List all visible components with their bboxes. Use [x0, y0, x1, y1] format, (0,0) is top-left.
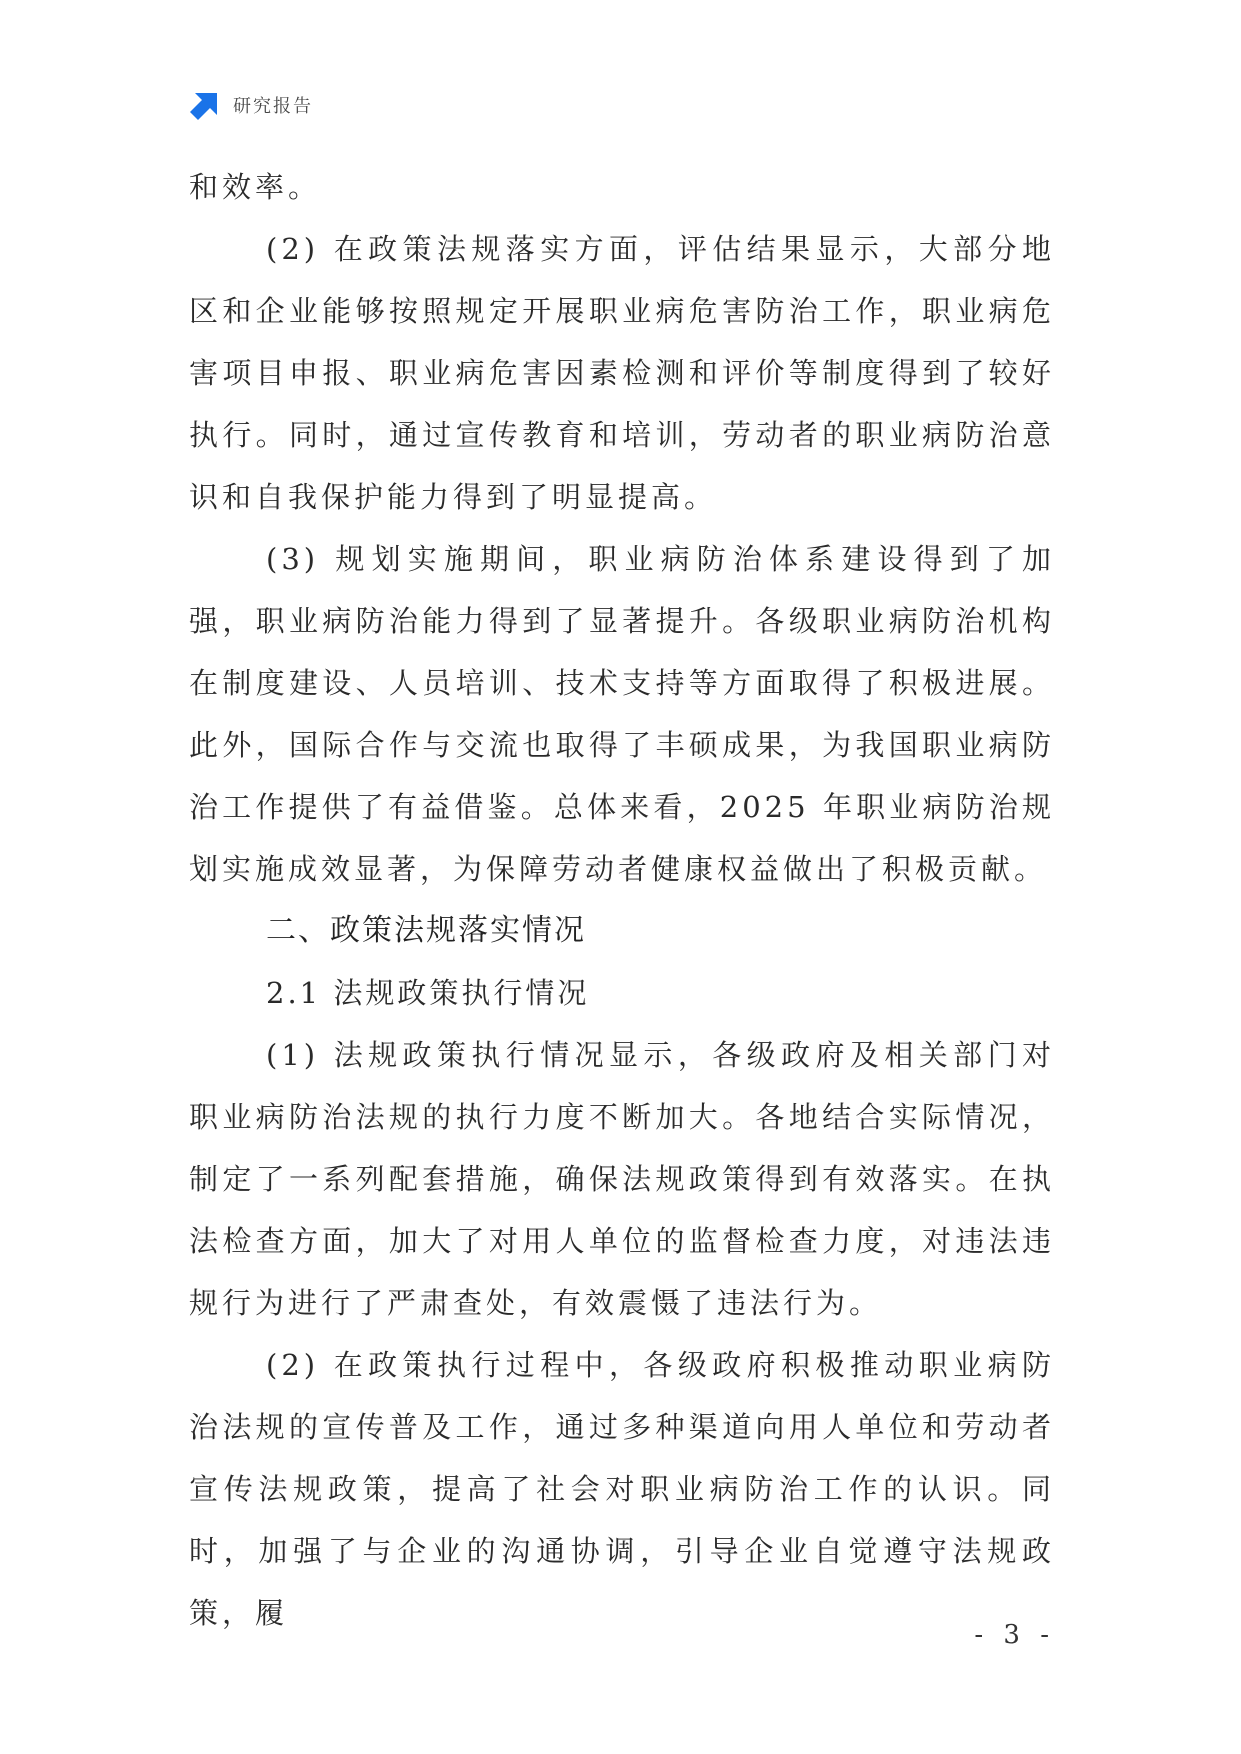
paragraph-continuation: 和效率。	[189, 170, 322, 204]
paragraph-system-construction: (3) 规划实施期间，职业病防治体系建设得到了加强，职业病防治能力得到了显著提升。各级职业病防治机构在制度建设、人员培训、技术支持等方面取得了积极进展。此外，国际合作与交流也取得了丰硕成果，为我国职业病防治工作提供了有益借鉴。总体来看，2025 年职业病防治规划实施成效显著，为保障劳动者健康权益做出了积极贡献。	[189, 542, 1055, 886]
report-header	[189, 88, 313, 122]
arrow-up-right-icon	[189, 89, 221, 121]
paragraph-policy-implementation: (2) 在政策法规落实方面，评估结果显示，大部分地区和企业能够按照规定开展职业病危害防治工作，职业病危害项目申报、职业病危害因素检测和评价等制度得到了较好执行。同时，通过宣传教育和培训，劳动者的职业病防治意识和自我保护能力得到了明显提高。	[189, 232, 1055, 514]
page-number: - 3 -	[974, 1620, 1055, 1650]
section-heading: 二、政策法规落实情况	[266, 913, 586, 948]
subsection-heading: 2.1 法规政策执行情况	[266, 976, 590, 1010]
paragraph-law-enforcement: (1) 法规政策执行情况显示，各级政府及相关部门对职业病防治法规的执行力度不断加大。各地结合实际情况，制定了一系列配套措施，确保法规政策得到有效落实。在执法检查方面，加大了对用人单位的监督检查力度，对违法违规行为进行了严肃查处，有效震慑了违法行为。	[189, 1038, 1055, 1320]
document-body	[189, 156, 1055, 1644]
paragraph-policy-publicity: (2) 在政策执行过程中，各级政府积极推动职业病防治法规的宣传普及工作，通过多种渠道向用人单位和劳动者宣传法规政策，提高了社会对职业病防治工作的认识。同时，加强了与企业的沟通协调，引导企业自觉遵守法规政策，履	[189, 1348, 1055, 1630]
brand-label: 研究报告	[233, 96, 313, 117]
